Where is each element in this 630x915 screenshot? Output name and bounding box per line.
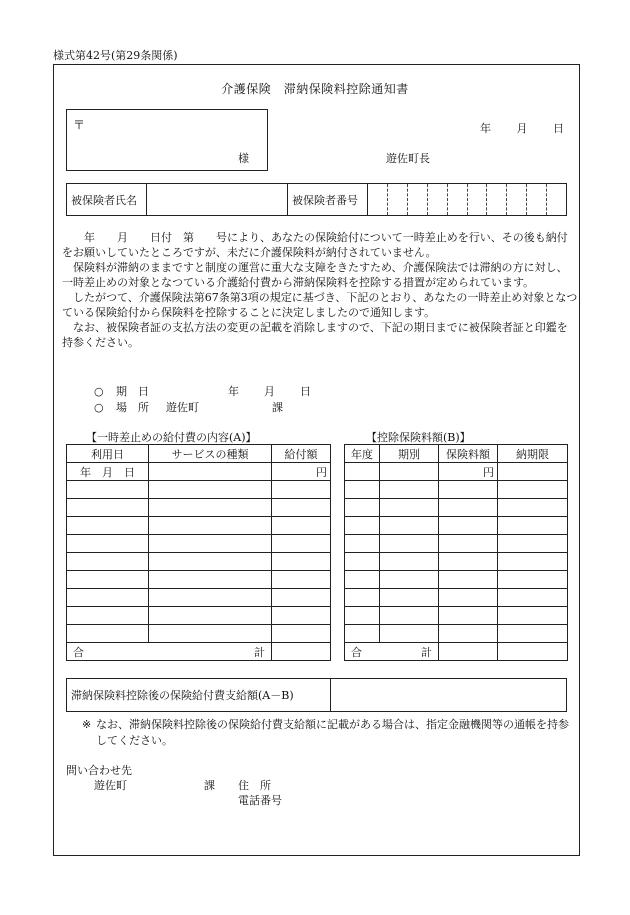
table-b-header: 納期限: [498, 445, 568, 463]
table-a: [66, 444, 331, 661]
table-row: [345, 553, 568, 571]
table-row: [345, 571, 568, 589]
table-a-total-cell[interactable]: [272, 643, 331, 661]
table-row: [67, 589, 331, 607]
body-paragraph: なお、被保険者証の支払方法の変更の記載を消除しますので、下記の期日までに被保険者証と印鑑を持参ください。: [62, 321, 568, 349]
table-b-total-row: 合 計: [345, 643, 568, 661]
insured-name-label: 被保険者氏名: [67, 184, 147, 215]
contact-address-label: 住 所: [238, 779, 271, 792]
body-paragraph: 年 月 日付 第 号により、あなたの保険給付について一時差止めを行い、その後も納付をお願いしていたところですが、未だに介護保険料が納付されていません。: [62, 231, 568, 259]
contact-phone-label: 電話番号: [238, 794, 282, 807]
honorific: 様: [238, 152, 249, 165]
contact-section: 課: [204, 779, 215, 792]
table-b-caption: 【控除保険料額(B)】: [366, 431, 471, 444]
table-a-caption: 【一時差止めの給付費の内容(A)】: [86, 431, 257, 444]
net-payment-row: [66, 678, 567, 712]
table-row: [345, 517, 568, 535]
table-row: [67, 463, 331, 481]
table-a-header: サービスの種類: [149, 445, 272, 463]
date-month: 月: [516, 122, 528, 135]
table-row: [345, 481, 568, 499]
date-cell[interactable]: 年 月 日: [67, 463, 149, 481]
table-row: [345, 535, 568, 553]
note-mark: ※: [82, 718, 92, 731]
contact-block: [66, 763, 282, 808]
insured-number-label: 被保険者番号: [288, 184, 368, 215]
note-text: なお、滞納保険料控除後の保険給付費支給額に記載がある場合は、指定金融機関等の通帳を持参してください。: [96, 718, 569, 747]
table-row: [345, 499, 568, 517]
form-id: 様式第42号(第29条関係): [53, 49, 178, 62]
net-payment-label: 滞納保険料控除後の保険給付費支給額(A－B): [67, 679, 331, 711]
schedule-place-label: 場 所: [116, 401, 149, 414]
table-row: [67, 517, 331, 535]
table-b-header: 年度: [345, 445, 380, 463]
body-paragraph: 保険料が滞納のままですと制度の運営に重大な支障をきたすため、介護保険法では滞納の方に対し、一時差止めの対象となつている介護給付費から滞納保険料を控除する措置が定められています。: [62, 261, 568, 289]
schedule-place-row: ○ 場 所 遊佐町 課: [94, 401, 283, 414]
table-a-header: 給付額: [272, 445, 331, 463]
net-payment-field[interactable]: [331, 679, 566, 711]
insured-info-row: [66, 183, 567, 216]
premium-cell[interactable]: 円: [439, 463, 498, 481]
table-b: [344, 444, 568, 661]
table-row: [67, 499, 331, 517]
table-a-header: 利用日: [67, 445, 149, 463]
table-row: [345, 607, 568, 625]
issuer: 遊佐町長: [386, 152, 430, 165]
notice-body: [62, 230, 578, 350]
table-a-total-row: 合 計: [67, 643, 331, 661]
service-cell[interactable]: [149, 463, 272, 481]
note: [82, 717, 577, 749]
date-day: 日: [553, 122, 564, 135]
schedule-date-label: 期 日: [116, 385, 149, 398]
insured-number-field[interactable]: [368, 184, 566, 215]
table-row: [67, 571, 331, 589]
schedule: [94, 384, 311, 416]
insured-name-field[interactable]: [147, 184, 288, 215]
page-title: 介護保険 滞納保険料控除通知書: [221, 82, 409, 96]
table-b-header: 期別: [380, 445, 439, 463]
table-row: [67, 481, 331, 499]
table-row: [67, 625, 331, 643]
table-row: [345, 625, 568, 643]
date-year: 年: [480, 122, 491, 135]
body-paragraph: したがつて、介護保険法第67条第3項の規定に基づき、下記のとおり、あなたの一時差止め対象となつている保険給付から保険料を控除することに決定しましたので通知します。: [62, 291, 578, 319]
table-b-header: 保険料額: [439, 445, 498, 463]
table-b-total-cell[interactable]: [439, 643, 498, 661]
table-row: [67, 535, 331, 553]
issue-date[interactable]: [480, 120, 564, 136]
amount-cell[interactable]: 円: [272, 463, 331, 481]
table-row: [345, 589, 568, 607]
table-row: [67, 607, 331, 625]
schedule-date-row: ○ 期 日 年 月 日: [94, 385, 311, 398]
table-row: [67, 553, 331, 571]
postal-mark: 〒: [73, 118, 86, 132]
contact-town: 遊佐町: [94, 779, 127, 792]
contact-heading: 問い合わせ先: [66, 764, 132, 777]
table-row: [345, 463, 568, 481]
